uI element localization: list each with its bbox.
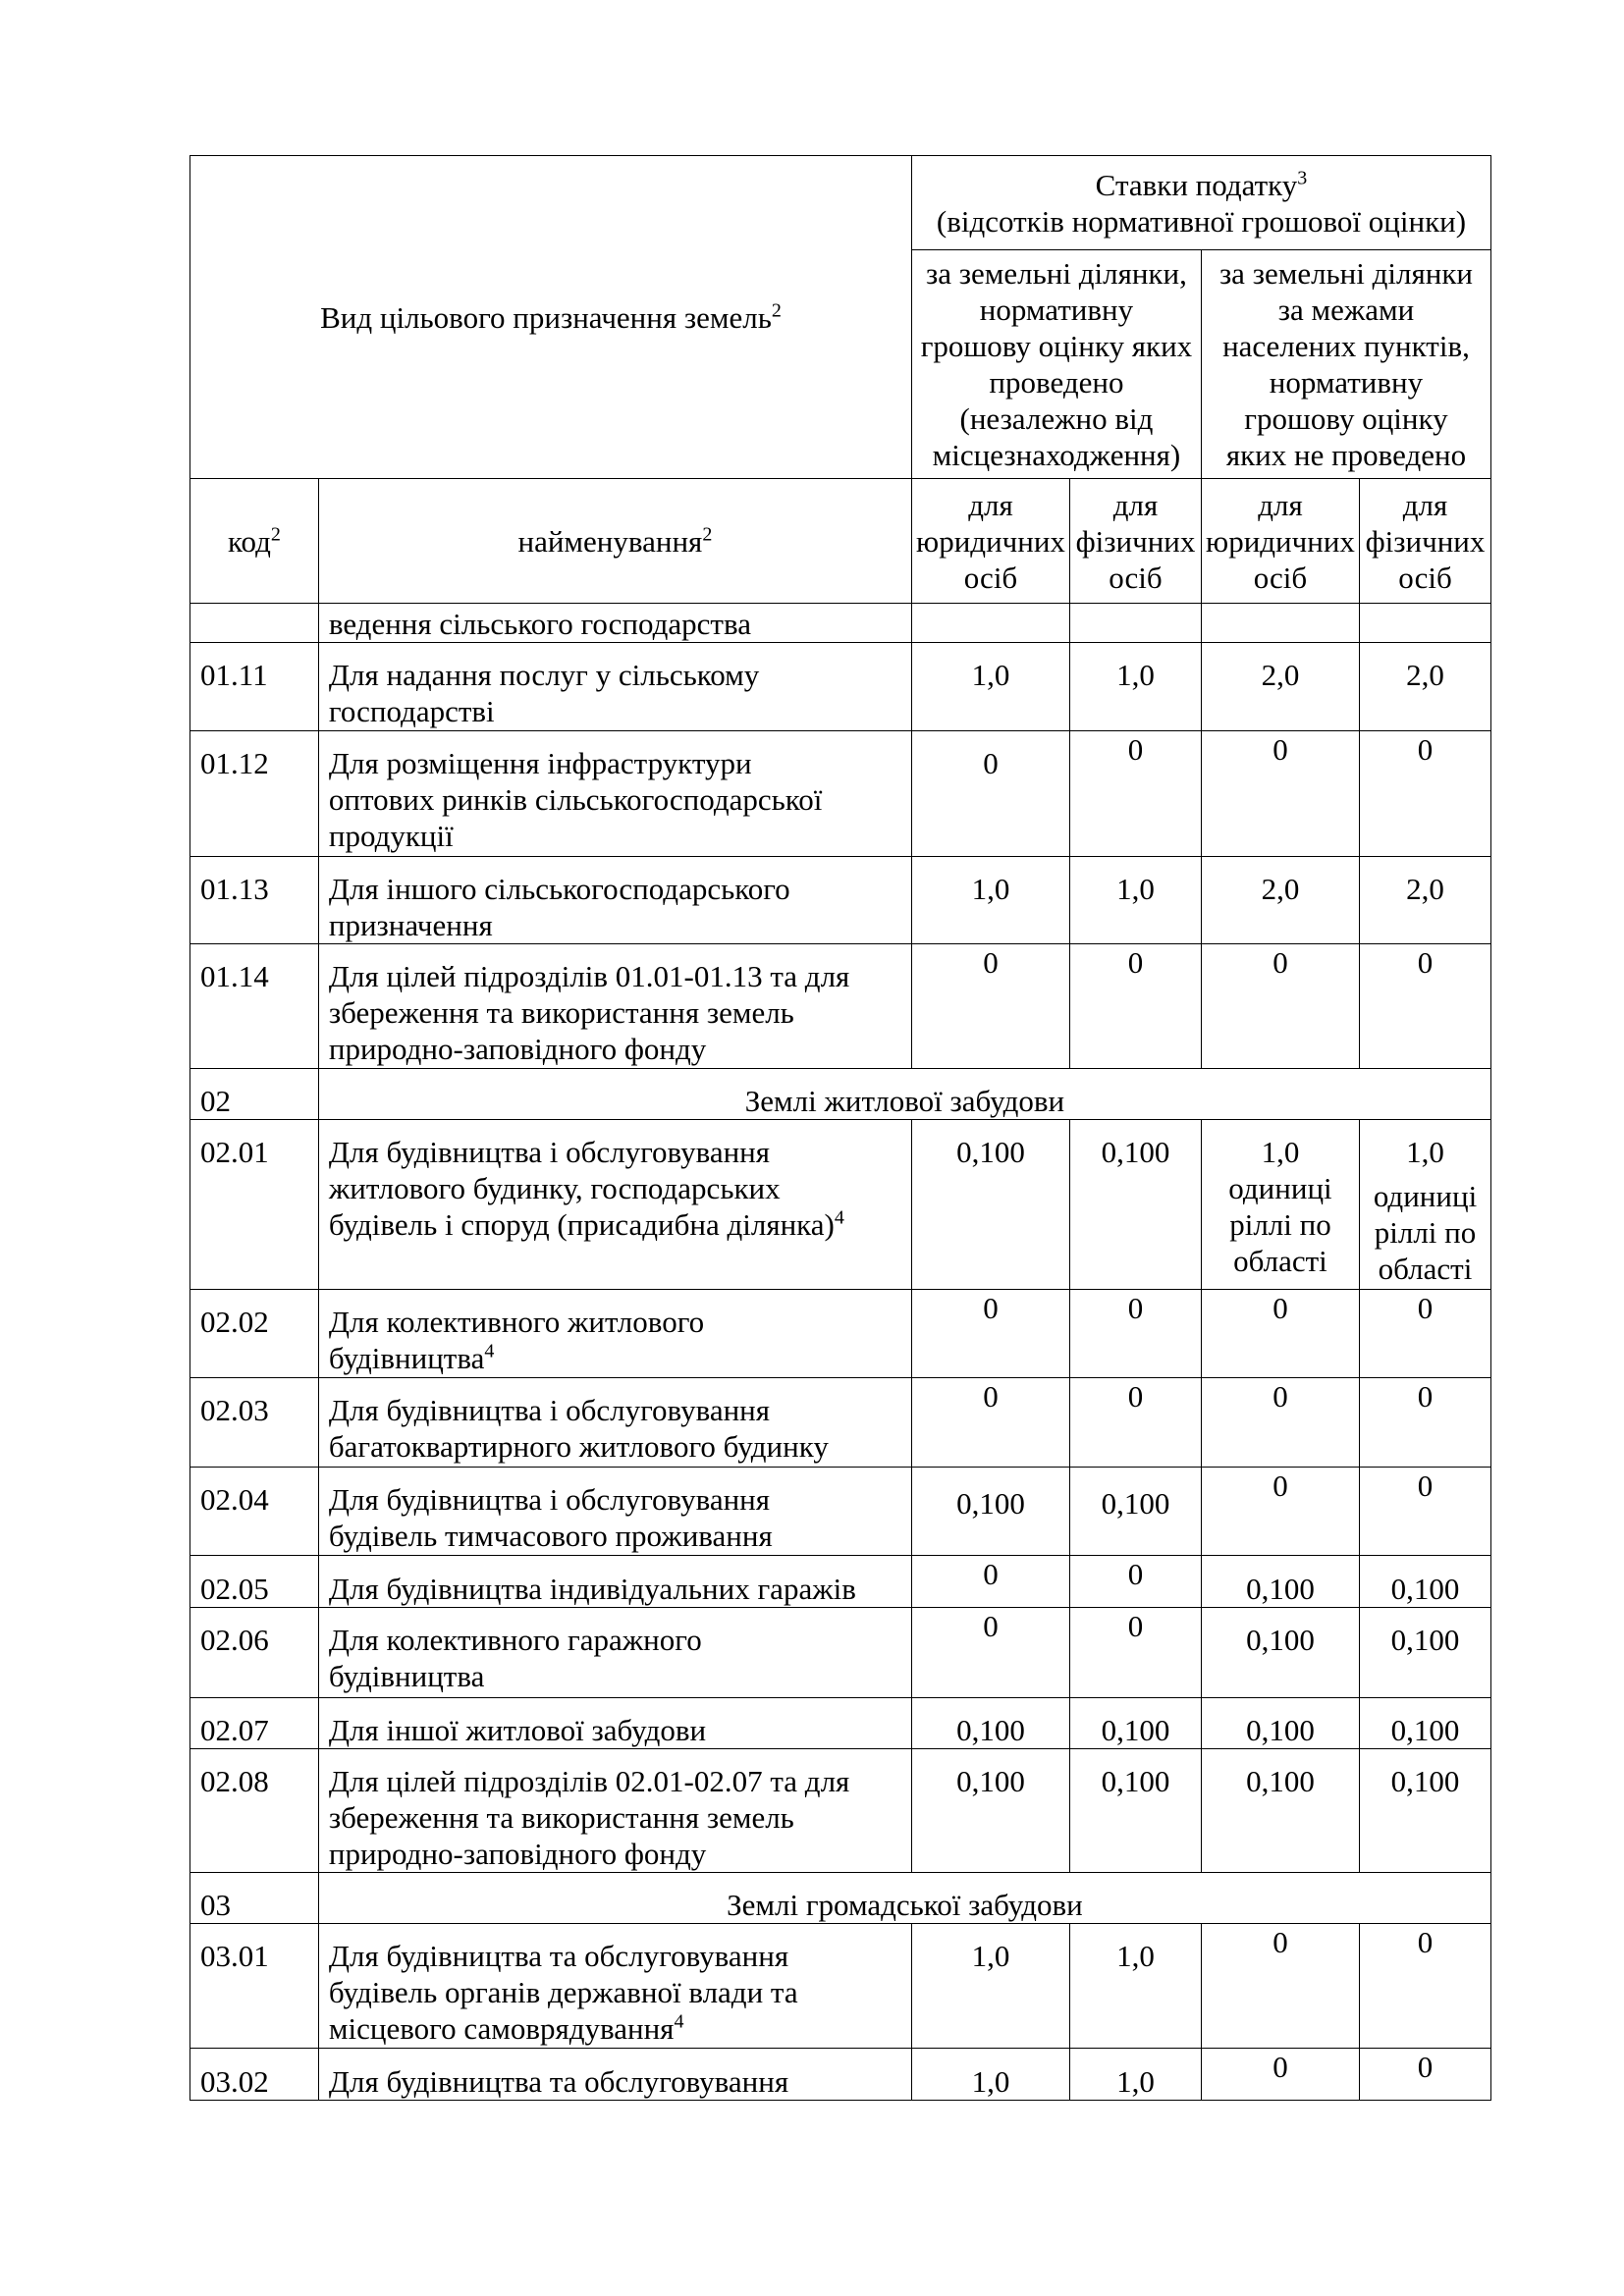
rate-cell: 2,0 <box>1201 857 1359 944</box>
rate-cell: 0,100 <box>1201 1698 1359 1749</box>
rate-cell: 1,0 <box>1070 857 1202 944</box>
header-line: для <box>1402 487 1448 522</box>
row-name-line: Для розміщення інфраструктури <box>328 746 752 780</box>
rate-cell: 1,0 <box>911 643 1069 731</box>
rate-cell: 0 <box>1070 1378 1202 1468</box>
row-name-line: Для колективного гаражного <box>328 1623 702 1657</box>
section-title: Землі житлової забудови <box>318 1069 1490 1120</box>
table-row <box>190 604 1491 643</box>
rate-line: одиниці <box>1228 1171 1332 1205</box>
rate-cell: 0 <box>1360 731 1491 857</box>
rate-cell: 0 <box>1070 944 1202 1069</box>
code-cell: 01.12 <box>190 731 319 857</box>
name-cell <box>318 1608 911 1698</box>
rate-cell: 0 <box>1070 1556 1202 1608</box>
rates-header <box>911 156 1490 250</box>
header-line: юридичних <box>916 523 1065 559</box>
rates-subtitle: (відсотків нормативної грошової оцінки) <box>936 203 1467 239</box>
header-line: осіб <box>1109 560 1163 595</box>
rate-cell: 0 <box>1360 1378 1491 1468</box>
rate-cell: 0 <box>1360 2049 1491 2101</box>
footnote-mark: 2 <box>702 523 713 546</box>
rate-cell: 0 <box>911 944 1069 1069</box>
name-cell <box>318 1290 911 1378</box>
name-cell <box>318 857 911 944</box>
header-line: юридичних <box>1206 523 1355 559</box>
row-name-line: багатоквартирного житлового будинку <box>328 1429 829 1464</box>
row-name-line: збереження та використання земель <box>328 1800 794 1835</box>
header-line: за земельні ділянки, <box>926 256 1187 291</box>
rate-cell: 0,100 <box>1360 1749 1491 1873</box>
rate-cell: 0,100 <box>1360 1608 1491 1698</box>
rate-line: 1,0 <box>1261 1135 1300 1169</box>
purpose-type-header <box>190 156 912 479</box>
row-name-line: будівель тимчасового проживання <box>328 1519 773 1553</box>
row-name-line: Для будівництва та обслуговування <box>328 1939 789 1973</box>
rate-cell: 0 <box>1201 1468 1359 1556</box>
row-name-line: Для цілей підрозділів 02.01-02.07 та для <box>328 1764 850 1798</box>
table-row <box>190 1698 1491 1749</box>
rate-cell: 0 <box>1070 1608 1202 1698</box>
table-row <box>190 1749 1491 1873</box>
code-header <box>190 479 319 604</box>
name-cell <box>318 1924 911 2049</box>
name-cell <box>318 731 911 857</box>
name-cell <box>318 643 911 731</box>
rate-cell: 0,100 <box>1201 1556 1359 1608</box>
header-line: фізичних <box>1365 523 1486 559</box>
code-cell: 02.01 <box>190 1120 319 1290</box>
header-line: для <box>1112 487 1159 522</box>
table-row <box>190 643 1491 731</box>
table-row <box>190 1378 1491 1468</box>
section-code: 02 <box>190 1069 319 1120</box>
rate-cell: 0,100 <box>1360 1556 1491 1608</box>
header-line: нормативну <box>979 293 1134 327</box>
header-line: (незалежно від <box>959 401 1154 436</box>
rate-cell: 0,100 <box>1070 1468 1202 1556</box>
row-name-line: оптових ринків сільськогосподарської <box>328 782 823 817</box>
rate-cell: 0 <box>911 731 1069 857</box>
rate-cell: 1,0 <box>911 857 1069 944</box>
rate-cell: 2,0 <box>1360 857 1491 944</box>
name-cell <box>318 604 911 643</box>
rate-cell <box>911 604 1069 643</box>
name-cell <box>318 1468 911 1556</box>
header-line: грошову оцінку яких <box>920 329 1193 363</box>
rate-line: одиниці <box>1373 1179 1478 1213</box>
code-cell: 02.08 <box>190 1749 319 1873</box>
header-row <box>190 479 1491 604</box>
table-row <box>190 2049 1491 2101</box>
rate-cell: 0 <box>1201 1924 1359 2049</box>
name-label: найменування <box>517 523 703 559</box>
rate-cell <box>1201 1120 1359 1290</box>
header-line: для <box>968 487 1013 522</box>
section-title: Землі громадської забудови <box>318 1873 1490 1924</box>
rate-cell: 0 <box>911 1290 1069 1378</box>
rate-cell: 0,100 <box>911 1468 1069 1556</box>
rate-cell: 1,0 <box>1070 2049 1202 2101</box>
header-line: осіб <box>1398 560 1452 595</box>
rate-cell <box>1360 1120 1491 1290</box>
row-name-line: Для будівництва і обслуговування <box>328 1135 771 1169</box>
rate-cell: 0,100 <box>1070 1698 1202 1749</box>
header-line: для <box>1258 487 1303 522</box>
with-valuation-header <box>911 250 1201 479</box>
rate-cell: 0 <box>1201 1290 1359 1378</box>
rate-line: 1,0 <box>1406 1135 1444 1169</box>
row-name-line: призначення <box>328 908 493 942</box>
rate-cell: 0 <box>1201 944 1359 1069</box>
name-cell <box>318 1378 911 1468</box>
row-name-line: продукції <box>328 819 454 853</box>
rate-cell: 0,100 <box>1070 1749 1202 1873</box>
table-row <box>190 1608 1491 1698</box>
name-cell: Для будівництва та обслуговування <box>318 2049 911 2101</box>
code-cell: 01.14 <box>190 944 319 1069</box>
section-code: 03 <box>190 1873 319 1924</box>
row-name-line: збереження та використання земель <box>328 995 794 1030</box>
name-header <box>318 479 911 604</box>
header-line: проведено <box>989 365 1124 400</box>
rate-cell: 0,100 <box>1201 1749 1359 1873</box>
code-cell: 02.07 <box>190 1698 319 1749</box>
code-cell: 01.13 <box>190 857 319 944</box>
footnote-mark: 4 <box>834 1206 844 1229</box>
rate-cell: 1,0 <box>1070 643 1202 731</box>
rate-cell: 0 <box>1070 731 1202 857</box>
header-row <box>190 156 1491 250</box>
individuals-header <box>1360 479 1491 604</box>
individuals-header <box>1070 479 1202 604</box>
code-cell: 02.06 <box>190 1608 319 1698</box>
rate-cell: 0 <box>1360 1290 1491 1378</box>
code-cell: 02.04 <box>190 1468 319 1556</box>
code-cell: 03.02 <box>190 2049 319 2101</box>
rate-cell: 0 <box>1070 1290 1202 1378</box>
row-name-line: місцевого самоврядування <box>328 2011 675 2046</box>
row-name-line: Для цілей підрозділів 01.01-01.13 та для <box>328 959 850 993</box>
row-name-line: Для будівництва і обслуговування <box>328 1393 771 1427</box>
rate-cell <box>1360 604 1491 643</box>
rate-cell: 0 <box>911 1378 1069 1468</box>
name-cell: Для будівництва індивідуальних гаражів <box>318 1556 911 1608</box>
rate-cell: 0 <box>911 1556 1069 1608</box>
without-valuation-header <box>1201 250 1490 479</box>
table-row <box>190 1290 1491 1378</box>
table-row <box>190 1468 1491 1556</box>
rate-cell: 0 <box>911 1608 1069 1698</box>
rate-line: ріллі по <box>1229 1207 1331 1242</box>
rates-title: Ставки податку <box>1095 167 1298 202</box>
name-cell: Для іншої житлової забудови <box>318 1698 911 1749</box>
rate-cell: 0,100 <box>911 1749 1069 1873</box>
row-name-line: Для колективного житлового <box>328 1305 705 1339</box>
rate-cell: 0,100 <box>911 1120 1069 1290</box>
rate-cell <box>1070 604 1202 643</box>
header-line: фізичних <box>1075 523 1196 559</box>
rate-cell: 0,100 <box>1201 1608 1359 1698</box>
rate-cell <box>1201 604 1359 643</box>
header-line: за межами <box>1277 293 1415 327</box>
rate-cell: 0 <box>1360 1468 1491 1556</box>
table-row <box>190 1120 1491 1290</box>
footnote-mark: 4 <box>484 1340 495 1362</box>
rate-line: ріллі по <box>1374 1215 1477 1250</box>
rate-cell: 0 <box>1201 1378 1359 1468</box>
code-cell: 01.11 <box>190 643 319 731</box>
header-line: грошову оцінку <box>1244 401 1448 436</box>
rate-cell: 0 <box>1360 1924 1491 2049</box>
row-name: ведення сільського господарства <box>328 607 751 641</box>
rate-cell: 0 <box>1201 2049 1359 2101</box>
tax-rates-table <box>189 155 1491 2101</box>
footnote-mark: 2 <box>270 523 281 546</box>
code-cell <box>190 604 319 643</box>
header-line: за земельні ділянки <box>1218 256 1473 291</box>
code-cell: 02.02 <box>190 1290 319 1378</box>
rate-cell: 0,100 <box>1360 1698 1491 1749</box>
row-name-line: природно-заповідного фонду <box>328 1837 707 1871</box>
rate-cell: 2,0 <box>1360 643 1491 731</box>
table-row <box>190 731 1491 857</box>
header-line: осіб <box>1253 560 1308 595</box>
row-name-line: будівництва <box>328 1341 485 1375</box>
table-row <box>190 1556 1491 1608</box>
section-row <box>190 1069 1491 1120</box>
rate-cell: 0,100 <box>911 1698 1069 1749</box>
rate-cell: 0,100 <box>1070 1120 1202 1290</box>
section-row <box>190 1873 1491 1924</box>
table-row <box>190 1924 1491 2049</box>
code-cell: 02.05 <box>190 1556 319 1608</box>
header-line: населених пунктів, <box>1222 329 1470 363</box>
rate-cell: 1,0 <box>1070 1924 1202 2049</box>
header-line: місцезнаходження) <box>932 438 1181 472</box>
code-cell: 03.01 <box>190 1924 319 2049</box>
code-cell: 02.03 <box>190 1378 319 1468</box>
row-name-line: будівель і споруд (присадибна ділянка) <box>328 1207 835 1242</box>
legal-entities-header <box>911 479 1069 604</box>
row-name-line: Для іншого сільськогосподарського <box>328 872 790 906</box>
footnote-mark: 3 <box>1297 167 1308 189</box>
row-name-line: господарстві <box>328 694 495 728</box>
row-name-line: Для будівництва і обслуговування <box>328 1482 771 1517</box>
row-name-line: житлового будинку, господарських <box>328 1171 781 1205</box>
rate-cell: 0 <box>1360 944 1491 1069</box>
row-name-line: природно-заповідного фонду <box>328 1032 707 1066</box>
purpose-type-label: Вид цільового призначення земель <box>320 299 772 335</box>
rate-cell: 2,0 <box>1201 643 1359 731</box>
footnote-mark: 4 <box>674 2010 684 2033</box>
row-name-line: будівництва <box>328 1659 485 1693</box>
rate-cell: 1,0 <box>911 2049 1069 2101</box>
rate-cell: 1,0 <box>911 1924 1069 2049</box>
code-label: код <box>228 523 271 559</box>
footnote-mark: 2 <box>771 299 782 322</box>
row-name-line: будівель органів державної влади та <box>328 1975 798 2009</box>
table-row <box>190 857 1491 944</box>
header-line: яких не проведено <box>1225 438 1467 472</box>
rate-line: області <box>1233 1244 1327 1278</box>
table-row <box>190 944 1491 1069</box>
rate-cell: 0 <box>1201 731 1359 857</box>
rate-line: області <box>1378 1252 1473 1286</box>
row-name-line: Для надання послуг у сільському <box>328 658 760 692</box>
name-cell <box>318 1120 911 1290</box>
header-line: осіб <box>963 560 1018 595</box>
name-cell <box>318 1749 911 1873</box>
legal-entities-header <box>1201 479 1359 604</box>
name-cell <box>318 944 911 1069</box>
header-line: нормативну <box>1269 365 1424 400</box>
